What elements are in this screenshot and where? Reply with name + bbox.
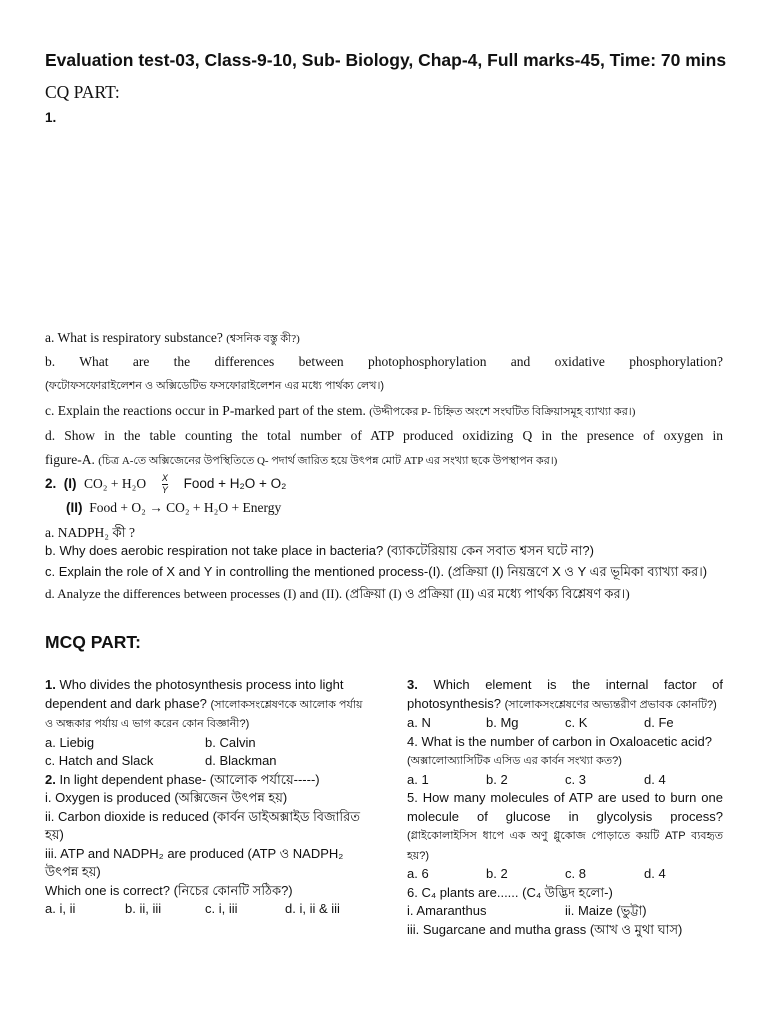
mcq-q1-num: 1. [45, 677, 56, 692]
mcq-q4-option-a: a. 1 [407, 771, 429, 787]
mcq-q5-bn: (গ্লাইকোলাইসিস ধাপে এক অণু গ্লুকোজ পোড়াতে কয়টি ATP ব্যবহৃত হয়?) [407, 830, 723, 862]
mcq-q4-options [407, 771, 723, 790]
mcq-q1 [45, 676, 365, 734]
mcq-q2-i: i. Oxygen is produced (অক্সিজেন উৎপন্ন হয়) [45, 790, 288, 805]
cq1-d-bn: (চিত্র A-তে অক্সিজেনের উপস্থিতিতে Q- পদার্থ জারিত হয়ে উৎপন্ন মোট ATP এর সংখ্যা ছকে উপস্থাপন কর।) [98, 455, 558, 467]
mcq-q4-option-b: b. 2 [486, 771, 508, 787]
mcq-q2-text: In light dependent phase- (আলোক পর্যায়ে-----) [55, 771, 320, 787]
mcq-q3-option-d: d. Fe [644, 715, 674, 730]
cq1-b-bn: (ফটোফসফোরাইলেশন ও অক্সিডেটিভ ফসফোরাইলেশন এর মধ্যে পার্থক্য লেখ।) [45, 380, 385, 392]
mcq-q3-option-a: a. N [407, 715, 431, 730]
mcq-q2-option-d: d. i, ii & iii [285, 901, 340, 916]
mcq-q5-option-d: d. 4 [644, 866, 666, 881]
mcq-q1-option-c: c. Hatch and Slack [45, 753, 154, 768]
cq2-number: 2. [45, 476, 57, 492]
cq1-d-line1: d. Show in the table counting the total number of ATP produced oxidizing Q in the presence of oxygen in [45, 428, 723, 443]
eq1-fraction [162, 474, 168, 495]
mcq-q1-text: Who divides the photosynthesis process into light dependent and dark phase? [45, 677, 344, 711]
mcq-q1-option-d: d. Blackman [205, 753, 277, 768]
mcq-q2 [45, 771, 365, 790]
mcq-q3-text: Which element is the internal factor of photosynthesis? [407, 677, 723, 711]
mcq-q6-i-ii [407, 902, 723, 921]
mcq-q3-bn: (সালোকসংশ্লেষণের অভ্যন্তরীণ প্রভাবক কোনটি?) [504, 698, 717, 711]
mcq-q1-option-a: a. Liebig [45, 734, 95, 750]
mcq-q4-text: 4. What is the number of carbon in Oxaloacetic acid? [407, 733, 712, 749]
mcq-q5-option-b: b. 2 [486, 866, 508, 881]
cq1-b-line1: b. What are the differences between photophosphorylation and oxidative phosphorylation? [45, 354, 723, 369]
eq2-label: (II) [66, 500, 83, 515]
cq2-equation-2 [66, 500, 281, 516]
cq2-c: c. Explain the role of X and Y in controlling the mentioned process-(I). (প্রক্রিয়া (I) নিয়ন্ত্রণে X ও Y এর ভূমিকা ব্যাখ্যা কর।) [45, 564, 708, 579]
mcq-q1-options-row2 [45, 752, 365, 771]
mcq-q6-ii: ii. Maize (ভুট্টা) [565, 903, 647, 918]
cq2-a: a. NADPH₂ কী ? [45, 525, 136, 540]
mcq-q6-iii: iii. Sugarcane and mutha grass (আখ ও মুথা ঘাস) [407, 921, 683, 937]
eq1-right: Food + H₂O + O₂ [183, 476, 287, 492]
mcq-q4-option-c: c. 3 [565, 771, 586, 787]
mcq-q2-ii: ii. Carbon dioxide is reduced (কার্বন ডাইঅক্সাইড বিজারিত হয়) [45, 808, 361, 842]
mcq-q4-option-d: d. 4 [644, 771, 666, 787]
mcq-q2-option-b: b. ii, iii [125, 901, 162, 916]
mcq-q4 [407, 733, 723, 771]
mcq-q5-option-a: a. 6 [407, 866, 429, 881]
mcq-q5-option-c: c. 8 [565, 866, 586, 881]
cq2-b: b. Why does aerobic respiration not take place in bacteria? (ব্যাকটেরিয়ায় কেন সবাত শ্বসন ঘটে না?) [45, 543, 594, 558]
cq1-number: 1. [45, 110, 57, 125]
cq2-d: d. Analyze the differences between processes (I) and (II). (প্রক্রিয়া (I) ও প্রক্রিয়া (II) এর মধ্যে পার্থক্য বিশ্লেষণ কর।) [45, 586, 630, 601]
mcq-q3-option-c: c. K [565, 715, 588, 730]
mcq-q1-option-b: b. Calvin [205, 734, 256, 750]
cq1-d-line2 [45, 448, 723, 473]
eq1-frac-top: X [161, 473, 168, 483]
mcq-q4-bn: (অক্সালোঅ্যাসিটিক এসিড এর কার্বন সংখ্যা কত?) [407, 755, 622, 767]
mcq-q2-which: Which one is correct? (নিচের কোনটি সঠিক?) [45, 882, 293, 898]
cq2-equation-1 [45, 474, 286, 495]
mcq-q3-options [407, 714, 723, 733]
mcq-q2-option-a: a. i, ii [45, 901, 76, 916]
mcq-q6-i: i. Amaranthus [407, 903, 487, 918]
mcq-q2-iii: iii. ATP and NADPH₂ are produced (ATP ও NADPH₂ উৎপন্ন হয়) [45, 845, 344, 879]
mcq-q6-text: 6. C₄ plants are...... (C₄ উদ্ভিদ হলো-) [407, 884, 613, 900]
cq-heading: CQ PART: [45, 82, 120, 102]
eq2-text: Food + O₂ → CO₂ + H₂O + Energy [89, 500, 282, 515]
cq1-c-bn: (উদ্দীপকের P- চিহ্নিত অংশে সংঘটিত বিক্রিয়াসমূহ ব্যাখ্যা কর।) [369, 406, 636, 418]
mcq-q2-options [45, 900, 365, 919]
mcq-q5 [407, 789, 723, 865]
eq1-label: (I) [63, 476, 77, 492]
cq1-a-bn: (শ্বসনিক বস্তু কী?) [226, 333, 300, 345]
mcq-q5-text: 5. How many molecules of ATP are used to burn one molecule of glucose in glycolysis process? [407, 790, 723, 824]
mcq-q2-num: 2. [45, 771, 56, 787]
mcq-q5-options [407, 865, 723, 884]
eq1-frac-bottom: Y [161, 485, 168, 495]
mcq-q1-bn: (সালোকসংশ্লেষণকে আলোক পর্যায় ও অন্ধকার পর্যায় এ ভাগ করেন কোন বিজ্ঞানী?) [45, 698, 363, 730]
mcq-q3 [407, 676, 723, 714]
mcq-q3-option-b: b. Mg [486, 715, 519, 730]
cq1-d-en2: figure-A. [45, 452, 95, 467]
cq1-a-en: a. What is respiratory substance? [45, 330, 223, 345]
mcq-heading: MCQ PART: [45, 632, 141, 652]
eq1-left: CO₂ + H₂O [84, 476, 147, 492]
mcq-q1-options-row1 [45, 734, 365, 753]
page-title: Evaluation test-03, Class-9-10, Sub- Biology, Chap-4, Full marks-45, Time: 70 mins [45, 50, 727, 70]
mcq-q2-option-c: c. i, iii [205, 901, 238, 916]
mcq-q3-num: 3. [407, 677, 418, 692]
mcq-left-column [45, 676, 365, 919]
mcq-right-column [407, 676, 723, 939]
cq1-c-en: c. Explain the reactions occur in P-marked part of the stem. [45, 403, 366, 418]
cq1-c [45, 399, 723, 424]
cq1-a [45, 326, 723, 351]
